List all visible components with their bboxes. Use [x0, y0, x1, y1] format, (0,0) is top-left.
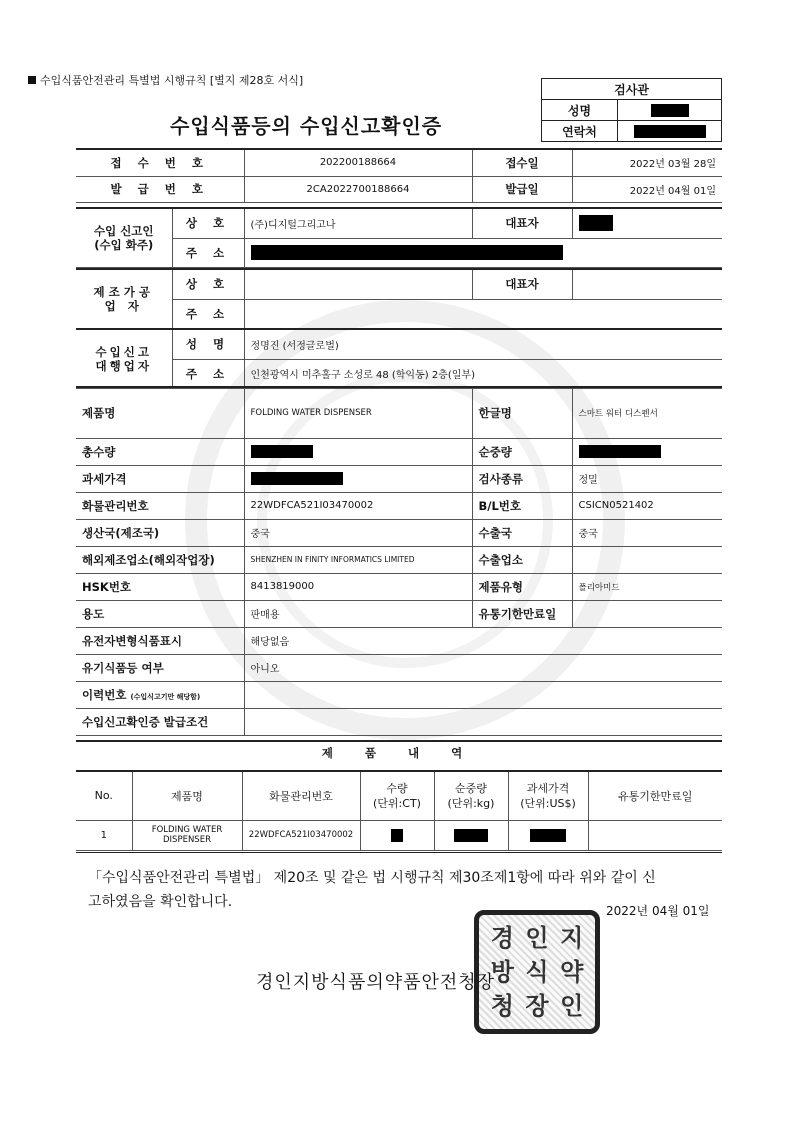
inspector-contact-value: [618, 121, 722, 142]
form-reference: [28, 72, 303, 88]
exporter-value: [572, 546, 722, 573]
manufacturer-group-line1: 제조가공: [93, 284, 154, 299]
items-header-name: 제품명: [132, 772, 242, 820]
importer-rep-value: [572, 209, 722, 238]
history-note: (수입식고기만 해당함): [130, 692, 201, 701]
product-type: 폴리아미드: [572, 573, 722, 600]
product-name: FOLDING WATER DISPENSER: [244, 388, 472, 438]
receipt-table: [76, 150, 722, 203]
seal-char: 약: [560, 958, 584, 986]
inspector-name-value: [618, 100, 722, 121]
history-label-text: 이력번호: [82, 687, 127, 702]
items-header-price: 과세가격 (단위:US$): [508, 772, 588, 820]
divider: [76, 852, 722, 853]
taxable-price-label: 과세가격: [76, 465, 244, 492]
items-header-cargo: 화물관리번호: [242, 772, 360, 820]
importer-address-label: 주 소: [172, 238, 244, 267]
item-qty: [360, 820, 434, 850]
items-table: [76, 772, 722, 851]
manufacturer-trade-name: [244, 270, 472, 299]
item-name-line1: FOLDING WATER: [151, 825, 223, 835]
product-table: [76, 388, 722, 736]
product-type-label: 제품유형: [472, 573, 572, 600]
redaction-bar: [391, 829, 403, 842]
export-country-label: 수출국: [472, 519, 572, 546]
importer-rep-label: 대표자: [472, 209, 572, 238]
manufacturer-table: [76, 270, 722, 329]
seal-char: 장: [525, 992, 549, 1020]
conditions-value: [244, 708, 722, 735]
net-weight-label: 순중량: [472, 438, 572, 465]
items-header-qty: 수량 (단위:CT): [360, 772, 434, 820]
item-cargo-no: 22WDFCA521I03470002: [242, 820, 360, 850]
expiry-value: [572, 600, 722, 627]
organic: 아니오: [244, 654, 722, 681]
seal-char: 식: [525, 958, 549, 986]
redaction-bar: [579, 215, 613, 231]
agent-address-label: 주 소: [172, 359, 244, 388]
agent-address: 인천광역시 미추홀구 소성로 48 (학익동) 2층(일부): [244, 359, 722, 388]
product-kor-name-label: 한글명: [472, 388, 572, 438]
issue-no: 2CA2022700188664: [244, 176, 472, 202]
redaction-bar: [530, 829, 566, 842]
items-header-no: No.: [76, 772, 132, 820]
cargo-no: 22WDFCA521I03470002: [244, 492, 472, 519]
agent-group-line1: 수입신고: [95, 344, 152, 359]
net-weight-value: [572, 438, 722, 465]
manufacturer-trade-name-label: 상 호: [172, 270, 244, 299]
redaction-bar: [634, 125, 706, 138]
issue-date-label: 발급일: [472, 176, 572, 202]
item-weight: [434, 820, 508, 850]
product-kor-name: 스마트 워터 디스펜서: [572, 388, 722, 438]
history-label: [76, 681, 244, 708]
conditions-label: 수입신고확인증 발급조건: [76, 708, 244, 735]
importer-group-label: [76, 209, 172, 267]
item-expiry: [588, 820, 722, 850]
issue-date: 2022년 04월 01일: [606, 904, 710, 918]
total-qty-value: [244, 438, 472, 465]
seal-char: 인: [525, 924, 549, 952]
statement-line2: 고하였음을 확인합니다.: [88, 894, 233, 910]
inspector-contact-label: 연락처: [542, 121, 618, 142]
importer-trade-name-label: 상 호: [172, 209, 244, 238]
statement-line1: 「수입식품안전관리 특별법」 제20조 및 같은 법 시행규칙 제30조제1항에 따라 위와 같이 신: [88, 870, 656, 886]
form-reference-text: 수입식품안전관리 특별법 시행규칙 [별지 제28호 서식]: [40, 74, 304, 87]
items-header-expiry: 유통기한만료일: [588, 772, 722, 820]
seal-char: 지: [560, 924, 584, 952]
product-name-label: 제품명: [76, 388, 244, 438]
inspection-type-label: 검사종류: [472, 465, 572, 492]
bl-no: CSICN0521402: [572, 492, 722, 519]
agent-name: 정명진 (서정글로벌): [244, 330, 722, 359]
cargo-no-label: 화물관리번호: [76, 492, 244, 519]
items-title: 제 품 내 역: [321, 746, 477, 760]
item-name-line2: DISPENSER: [163, 835, 211, 845]
receipt-no-label: 접 수 번 호: [76, 150, 244, 176]
history-value: [244, 681, 722, 708]
hsk: 8413819000: [244, 573, 472, 600]
bl-label: B/L번호: [472, 492, 572, 519]
importer-address-value: [244, 238, 722, 267]
exporter-label: 수출업소: [472, 546, 572, 573]
receipt-no: 202200188664: [244, 150, 472, 176]
importer-group-line1: 수입 신고인: [93, 223, 154, 238]
item-name: [132, 820, 242, 850]
redaction-bar: [454, 829, 488, 842]
receipt-date-label: 접수일: [472, 150, 572, 176]
document-title: 수입식품등의 수입신고확인증: [170, 114, 443, 138]
agent-group-label: [76, 330, 172, 388]
item-price: [508, 820, 588, 850]
importer-trade-name: (주)디지털그리고나: [244, 209, 472, 238]
seal-char: 경: [490, 924, 514, 952]
seal-char: 인: [560, 992, 584, 1020]
receipt-date: 2022년 03월 28일: [572, 150, 722, 176]
inspection-type: 정밀: [572, 465, 722, 492]
use: 판매용: [244, 600, 472, 627]
manufacturer-rep-value: [572, 270, 722, 299]
redaction-bar: [651, 104, 689, 117]
manufacturer-address-label: 주 소: [172, 299, 244, 328]
overseas-mfr: SHENZHEN IN FINITY INFORMATICS LIMITED: [244, 546, 472, 573]
inspector-box: [541, 78, 722, 142]
manufacturer-address-value: [244, 299, 722, 328]
gmo-label: 유전자변형식품표시: [76, 627, 244, 654]
agent-name-label: 성 명: [172, 330, 244, 359]
divider: [76, 740, 722, 742]
agent-group-line2: 대행업자: [95, 358, 152, 373]
importer-group-line2: (수입 화주): [94, 237, 154, 252]
expiry-label: 유통기한만료일: [472, 600, 572, 627]
manufacturer-rep-label: 대표자: [472, 270, 572, 299]
agent-table: [76, 330, 722, 389]
redaction-bar: [579, 445, 661, 458]
importer-table: [76, 209, 722, 268]
seal-char: 방: [490, 958, 514, 986]
redaction-bar: [251, 445, 313, 458]
item-no: 1: [76, 820, 132, 850]
origin: 중국: [244, 519, 472, 546]
total-qty-label: 총수량: [76, 438, 244, 465]
issuing-authority: 경인지방식품의약품안전청장: [256, 972, 496, 993]
items-header-weight: 순중량 (단위:kg): [434, 772, 508, 820]
redaction-bar: [251, 245, 563, 260]
taxable-price-value: [244, 465, 472, 492]
export-country: 중국: [572, 519, 722, 546]
origin-label: 생산국(제조국): [76, 519, 244, 546]
manufacturer-group-label: [76, 270, 172, 328]
table-row: [76, 820, 722, 850]
overseas-mfr-label: 해외제조업소(해외작업장): [76, 546, 244, 573]
issue-no-label: 발 급 번 호: [76, 176, 244, 202]
inspector-name-label: 성명: [542, 100, 618, 121]
issue-date-value: 2022년 04월 01일: [572, 176, 722, 202]
redaction-bar: [251, 472, 343, 485]
use-label: 용도: [76, 600, 244, 627]
square-bullet-icon: [28, 76, 36, 84]
inspector-header: 검사관: [542, 79, 722, 100]
hsk-label: HSK번호: [76, 573, 244, 600]
seal-char: 청: [490, 992, 514, 1020]
gmo: 해당없음: [244, 627, 722, 654]
organic-label: 유기식품등 여부: [76, 654, 244, 681]
manufacturer-group-line2: 업 자: [104, 298, 143, 313]
